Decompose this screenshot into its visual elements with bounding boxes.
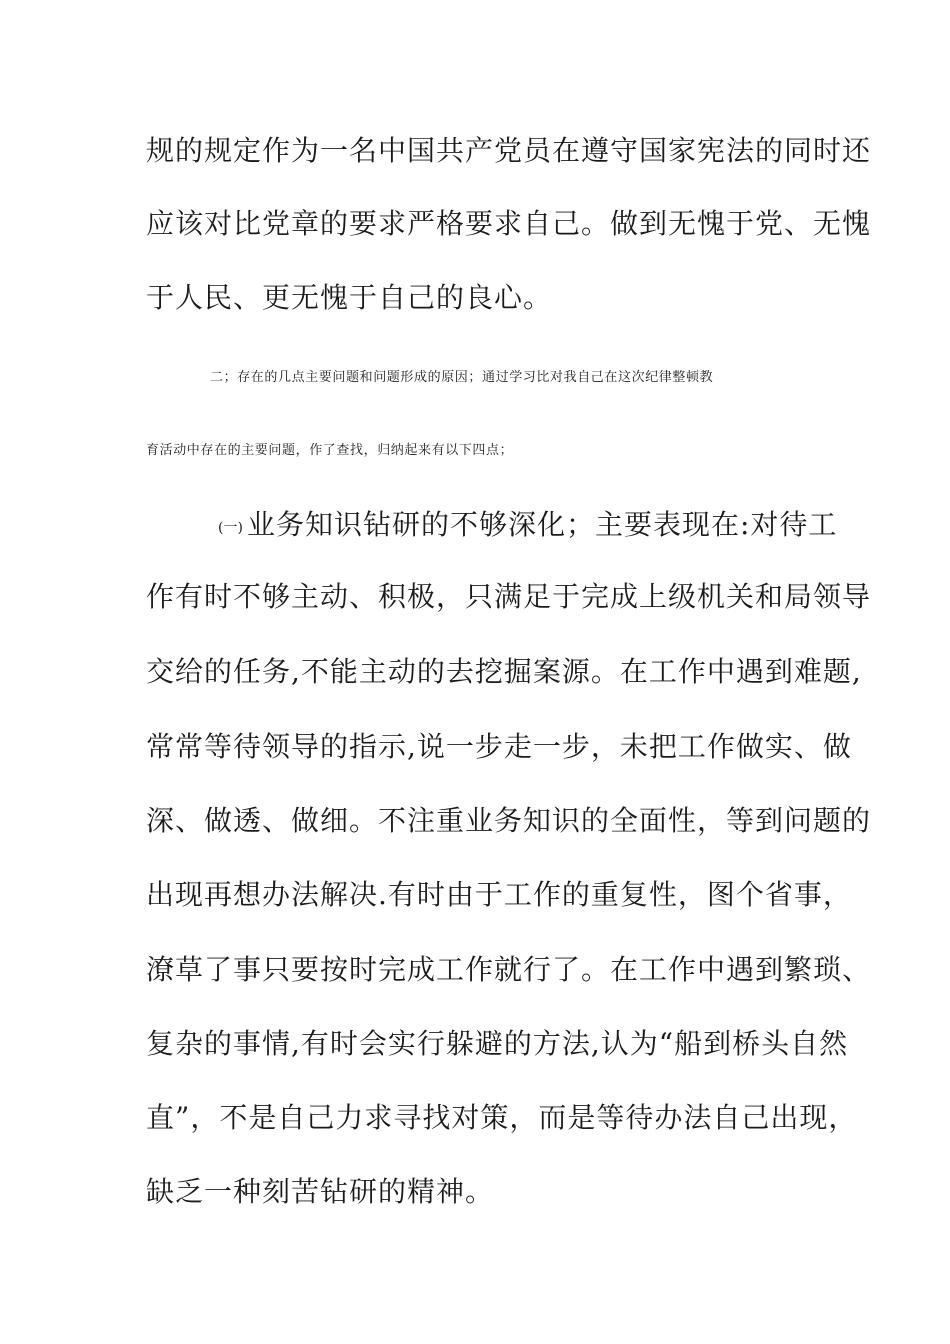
item-number: (一): [218, 520, 243, 536]
paragraph-line: 应该对比党章的要求严格要求自己。做到无愧于党、无愧: [146, 207, 872, 240]
section-heading-line: 育活动中存在的主要问题，作了查找，归纳起来有以下四点；: [146, 443, 514, 458]
item-heading: [218, 508, 837, 545]
paragraph-line: 出现再想办法解决.有时由于工作的重复性，图个省事，: [146, 878, 852, 911]
section-heading-line: 二；存在的几点主要问题和问题形成的原因；通过学习比对我自己在这次纪律整顿教: [210, 370, 714, 385]
paragraph-line: 作有时不够主动、积极，只满足于完成上级机关和局领导: [146, 580, 872, 613]
paragraph-line: 于人民、更无愧于自己的良心。: [146, 281, 553, 314]
paragraph-line: 深、做透、做细。不注重业务知识的全面性，等到问题的: [146, 804, 872, 837]
paragraph-line: 复杂的事情,有时会实行躲避的方法,认为“船到桥头自然: [146, 1027, 849, 1060]
paragraph-line: 规的规定作为一名中国共产党员在遵守国家宪法的同时还: [146, 134, 872, 167]
paragraph-line: 常常等待领导的指示,说一步走一步，未把工作做实、做: [146, 730, 852, 763]
paragraph-line: 潦草了事只要按时完成工作就行了。在工作中遇到繁琐、: [146, 953, 872, 986]
paragraph-line: 直”，不是自己力求寻找对策，而是等待办法自己出现，: [146, 1101, 858, 1134]
paragraph-line: 交给的任务,不能主动的去挖掘案源。在工作中遇到难题,: [146, 655, 862, 688]
paragraph-line: 缺乏一种刻苦钻研的精神。: [146, 1175, 495, 1208]
item-heading-text: 业务知识钻研的不够深化；主要表现在:对待工: [246, 508, 838, 541]
